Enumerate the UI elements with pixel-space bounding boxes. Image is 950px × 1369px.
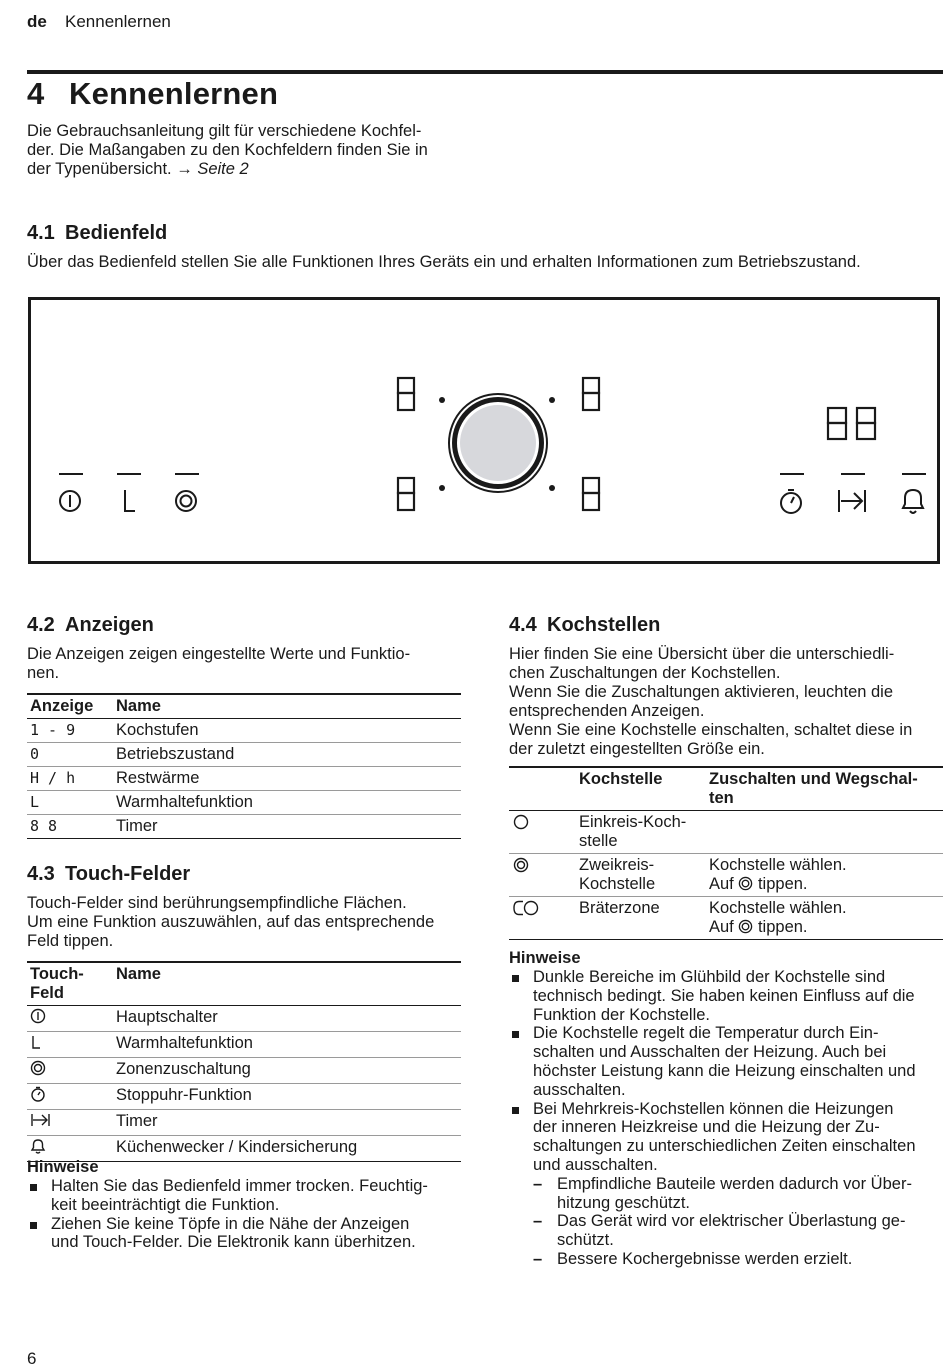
- note-line: Halten Sie das Bedienfeld immer trocken. Feuchtig-: [51, 1177, 428, 1195]
- double-circle-icon: [509, 854, 576, 897]
- action-text: tippen.: [757, 875, 808, 893]
- intro-text: der Typenübersicht.: [27, 160, 172, 178]
- name-line: Zweikreis-: [579, 856, 655, 874]
- notes-title: Hinweise: [509, 949, 581, 967]
- action-text: Auf: [709, 875, 734, 893]
- text-line: chen Zuschaltungen der Kochstellen.: [509, 664, 781, 682]
- action-text: Auf: [709, 918, 734, 936]
- display-symbol: L: [27, 791, 113, 815]
- timer-icon: [27, 1110, 113, 1136]
- section-42-heading: [27, 614, 154, 637]
- power-icon: [27, 1006, 113, 1032]
- table-row: [509, 854, 943, 897]
- header-line: Feld: [30, 984, 64, 1002]
- section-42-text: [27, 645, 467, 683]
- display-name: Betriebszustand: [113, 743, 461, 767]
- section-41-text: Über das Bedienfeld stellen Sie alle Funktionen Ihres Geräts ein und erhalten Informationen zum Betriebszustand.: [27, 253, 861, 271]
- table-row: [27, 815, 461, 839]
- section-4-heading: [27, 76, 278, 112]
- column-header: Name: [113, 962, 461, 1006]
- note-line: Funktion der Kochstelle.: [533, 1005, 711, 1024]
- table-row: [27, 1032, 461, 1058]
- page-number: 6: [27, 1349, 37, 1368]
- action-line: [709, 918, 940, 937]
- header-rule: [27, 70, 943, 74]
- text-line: der zuletzt eingestellten Größe ein.: [509, 740, 765, 758]
- header-line: ten: [709, 789, 734, 807]
- table-row: [509, 897, 943, 940]
- table-row: [27, 791, 461, 815]
- note-line: Die Kochstelle regelt die Temperatur durch Ein-: [533, 1024, 879, 1043]
- display-name: Warmhaltefunktion: [113, 791, 461, 815]
- touch-field-name: Warmhaltefunktion: [113, 1032, 461, 1058]
- touch-field-name: Stoppuhr-Funktion: [113, 1084, 461, 1110]
- section-44-text: [509, 645, 944, 759]
- zone-icon: [27, 1058, 113, 1084]
- section-number: 4.3: [27, 863, 55, 885]
- header-line: Touch-: [30, 965, 84, 983]
- note-line: Bei Mehrkreis-Kochstellen können die Heizungen: [533, 1099, 894, 1118]
- text-line: Wenn Sie die Zuschaltungen aktivieren, leuchten die: [509, 683, 894, 701]
- text-line: Die Anzeigen zeigen eingestellte Werte und Funktio-: [27, 645, 411, 663]
- zone-action: [706, 811, 943, 854]
- name-line: Einkreis-Koch-: [579, 813, 687, 831]
- header-title: Kennenlernen: [65, 12, 171, 31]
- display-name: Restwärme: [113, 767, 461, 791]
- text-line: Feld tippen.: [27, 932, 114, 950]
- list-item: [27, 1215, 467, 1253]
- table-row: [27, 743, 461, 767]
- table-row: [27, 767, 461, 791]
- section-number: 4.4: [509, 614, 537, 636]
- page-reference-link[interactable]: Seite 2: [197, 160, 249, 178]
- note-line: – Bessere Kochergebnisse werden erzielt.: [557, 1249, 853, 1268]
- action-line: [709, 875, 940, 894]
- table-row: [27, 1110, 461, 1136]
- intro-line: Die Gebrauchsanleitung gilt für verschiedene Kochfel-: [27, 122, 422, 140]
- note-line: ausschalten.: [533, 1080, 626, 1099]
- list-item: [533, 1250, 944, 1269]
- zone-action: [706, 854, 943, 897]
- keep-warm-icon: [27, 1032, 113, 1058]
- text-line: nen.: [27, 664, 60, 682]
- list-item: [533, 1175, 944, 1213]
- control-panel-diagram: [28, 297, 940, 564]
- section-title: Touch-Felder: [65, 863, 191, 885]
- seven-segment-digit: [857, 408, 875, 439]
- touch-field-name: Küchenwecker / Kindersicherung: [113, 1136, 461, 1162]
- timer-icon[interactable]: [839, 490, 865, 512]
- display-table: [27, 693, 461, 839]
- seven-segment-digit: [398, 378, 414, 410]
- column-header: Name: [113, 694, 461, 719]
- section-number: 4: [27, 76, 45, 111]
- note-line: hitzung geschützt.: [557, 1193, 690, 1212]
- note-line: – Das Gerät wird vor elektrischer Überlastung ge-: [557, 1212, 906, 1231]
- roaster-icon: [509, 897, 576, 940]
- intro-line: der. Die Maßangaben zu den Kochfeldern finden Sie in: [27, 141, 428, 159]
- section-title: Anzeigen: [65, 614, 154, 636]
- note-line: und Touch-Felder. Die Elektronik kann überhitzen.: [51, 1233, 416, 1252]
- zone-icon: [738, 876, 753, 891]
- intro-line: [27, 160, 467, 179]
- list-item: [509, 968, 944, 1024]
- table-row: [509, 811, 943, 854]
- display-symbol: 0: [27, 743, 113, 767]
- seven-segment-digit: [398, 478, 414, 510]
- name-line: stelle: [579, 832, 618, 850]
- list-item: [533, 1212, 944, 1250]
- stopwatch-icon[interactable]: [781, 490, 801, 513]
- list-item: [509, 1100, 944, 1269]
- sub-notes-list: [533, 1175, 944, 1269]
- table-row: [27, 719, 461, 743]
- zone-action: [706, 897, 943, 940]
- section-41-heading: [27, 222, 167, 245]
- action-line: Kochstelle wählen.: [709, 856, 847, 874]
- single-circle-icon: [509, 811, 576, 854]
- control-panel-graphic: [31, 300, 937, 561]
- zone-icon[interactable]: [176, 491, 196, 511]
- seven-segment-digit: [828, 408, 846, 439]
- column-header: [27, 962, 113, 1006]
- action-text: tippen.: [757, 918, 808, 936]
- arrow-icon: →: [176, 160, 193, 178]
- note-line: schaltungen zu unterschiedlichen Zeiten einschalten: [533, 1137, 916, 1156]
- text-line: Touch-Felder sind berührungsempfindliche Flächen.: [27, 894, 407, 912]
- seven-segment-digit: [583, 378, 599, 410]
- section-title: Kochstellen: [547, 614, 661, 636]
- note-line: und ausschalten.: [533, 1155, 658, 1174]
- note-line: schützt.: [557, 1231, 614, 1250]
- section-4-intro: [27, 122, 467, 179]
- section-number: 4.1: [27, 222, 55, 244]
- display-name: Timer: [113, 815, 461, 839]
- note-line: schalten und Ausschalten der Heizung. Auch bei: [533, 1043, 887, 1062]
- section-44-heading: [509, 614, 660, 637]
- note-line: der inneren Heizkreise und die Heizung der Zu-: [533, 1118, 880, 1137]
- notes-list: [27, 1177, 467, 1252]
- section-43-text: [27, 894, 467, 951]
- section-title: Bedienfeld: [65, 222, 168, 244]
- header-line: Zuschalten und Wegschal-: [709, 770, 918, 788]
- power-icon[interactable]: [60, 491, 80, 511]
- list-item: [509, 1024, 944, 1099]
- display-symbol: 1 - 9: [27, 719, 113, 743]
- cooking-zone-table: [509, 766, 943, 940]
- text-line: Hier finden Sie eine Übersicht über die unterschiedli-: [509, 645, 895, 663]
- text-line: Wenn Sie eine Kochstelle einschalten, schaltet diese in: [509, 721, 913, 739]
- center-knob[interactable]: [449, 394, 547, 492]
- display-symbol: 8 8: [27, 815, 113, 839]
- text-line: Um eine Funktion auszuwählen, auf das entsprechende: [27, 913, 435, 931]
- touch-field-name: Zonenzuschaltung: [113, 1058, 461, 1084]
- note-line: technisch bedingt. Sie haben keinen Einfluss auf die: [533, 986, 915, 1005]
- touch-field-table: [27, 961, 461, 1162]
- table-row: [27, 1006, 461, 1032]
- note-line: keit beeinträchtigt die Funktion.: [51, 1195, 280, 1214]
- notes-list: [509, 968, 944, 1269]
- section-title: Kennenlernen: [69, 76, 279, 111]
- zone-name: [576, 854, 706, 897]
- note-line: Dunkle Bereiche im Glühbild der Kochstelle sind: [533, 968, 886, 986]
- header-language: de: [27, 12, 47, 31]
- list-item: [27, 1177, 467, 1215]
- section-number: 4.2: [27, 614, 55, 636]
- seven-segment-digit: [583, 478, 599, 510]
- name-line: Bräterzone: [579, 899, 660, 917]
- name-line: Kochstelle: [579, 875, 656, 893]
- stopwatch-icon: [27, 1084, 113, 1110]
- timer-display-digits: [828, 408, 875, 439]
- notes-title: Hinweise: [27, 1158, 99, 1176]
- zone-icon: [738, 919, 753, 934]
- column-header: [706, 767, 943, 811]
- column-header: [509, 767, 576, 811]
- column-header: Kochstelle: [576, 767, 706, 811]
- action-line: Kochstelle wählen.: [709, 899, 847, 917]
- keep-warm-icon[interactable]: [125, 490, 135, 511]
- display-name: Kochstufen: [113, 719, 461, 743]
- touch-field-name: Timer: [113, 1110, 461, 1136]
- zone-name: [576, 811, 706, 854]
- display-symbol: H / h: [27, 767, 113, 791]
- note-line: Ziehen Sie keine Töpfe in die Nähe der Anzeigen: [51, 1214, 410, 1233]
- section-43-heading: [27, 863, 190, 886]
- bell-icon[interactable]: [903, 490, 923, 513]
- touch-field-name: Hauptschalter: [113, 1006, 461, 1032]
- note-line: höchster Leistung kann die Heizung einschalten und: [533, 1061, 916, 1080]
- note-line: – Empfindliche Bauteile werden dadurch vor Über-: [557, 1174, 912, 1193]
- zone-name: [576, 897, 706, 940]
- text-line: entsprechenden Anzeigen.: [509, 702, 705, 720]
- column-header: Anzeige: [27, 694, 113, 719]
- table-row: [27, 1084, 461, 1110]
- table-row: [27, 1058, 461, 1084]
